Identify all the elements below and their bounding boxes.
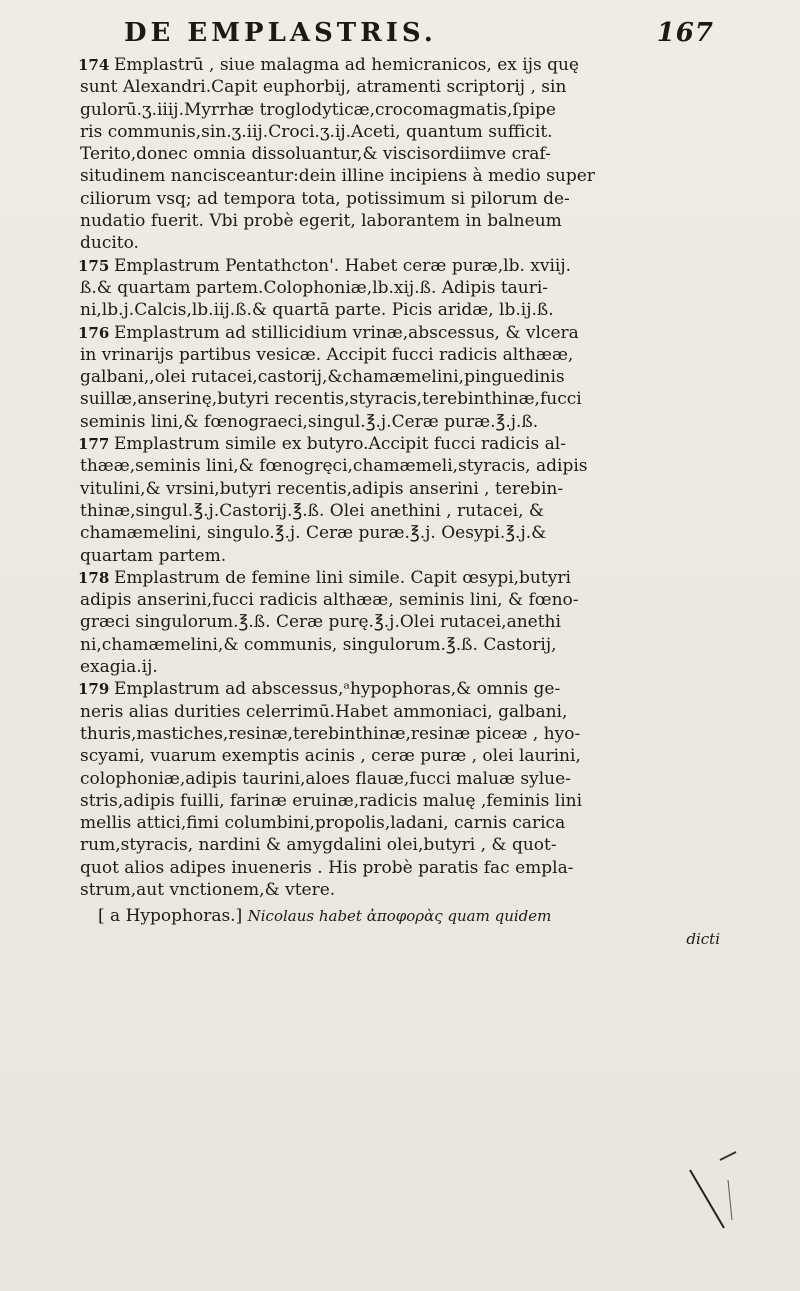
footnote-note: Nicolaus habet ἀποφορὰς quam quidem xyxy=(247,907,552,926)
text-line: Emplastrū , siue malagma ad hemicranicos, ex ijs quę xyxy=(114,55,579,75)
text-line: Terito,donec omnia dissoluantur,& viscisordiimve craf- xyxy=(80,144,551,165)
entry-176 xyxy=(80,322,730,433)
text-line: strum,aut vnctionem,& vtere. xyxy=(80,879,336,900)
text-line: Emplastrum ad stillicidium vrinæ,abscessus, & vlcera xyxy=(114,322,579,343)
footnote-note-end: dicti xyxy=(686,929,720,948)
text-line: quot alios adipes inueneris . His probè paratis fac empla- xyxy=(80,857,574,878)
entry-number: 174 xyxy=(78,56,110,74)
text-line: adipis anserini,fucci radicis althææ, seminis lini, & fœno- xyxy=(80,590,579,611)
text-line: græci singulorum.℥.ß. Ceræ purę.℥.j.Olei rutacei,anethi xyxy=(80,612,561,633)
entry-177 xyxy=(80,433,730,567)
ink-marks xyxy=(680,1150,740,1230)
text-line: Emplastrum Pentathcton'. Habet ceræ puræ,lb. xviij. xyxy=(114,255,572,276)
entry-179 xyxy=(80,678,730,901)
text-line: gulorū.ʒ.iiij.Myrrhæ troglodyticæ,crocomagmatis,ſpipe xyxy=(80,99,556,120)
text-line: ris communis,sin.ʒ.iij.Croci.ʒ.ij.Aceti, quantum sufficit. xyxy=(80,121,553,142)
footnote-marker: [ a xyxy=(98,906,121,927)
text-line: stris,adipis fuilli, farinæ eruinæ,radicis maluę ,feminis lini xyxy=(80,790,583,811)
header-title: DE EMPLASTRIS. xyxy=(124,18,437,48)
entry-175 xyxy=(80,255,730,322)
text-line: exagia.ij. xyxy=(80,657,158,678)
entry-number: 177 xyxy=(78,435,110,454)
text-line: chamæmelini, singulo.℥.j. Ceræ puræ.℥.j. Oesypi.℥.j.& xyxy=(80,523,547,544)
text-line: seminis lini,& fœnograeci,singul.℥.j.Ceræ puræ.℥.j.ß. xyxy=(80,411,539,432)
text-line: ß.& quartam partem.Colophoniæ,lb.xij.ß. Adipis tauri- xyxy=(80,277,549,298)
text-line: thææ,seminis lini,& fœnogręci,chamæmeli,styracis, adipis xyxy=(80,456,588,477)
entry-number: 175 xyxy=(78,256,110,275)
text-line: nudatio fuerit. Vbi probè egerit, laborantem in balneum xyxy=(80,211,562,232)
running-header xyxy=(124,18,714,54)
text-line: scyami, vuarum exemptis acinis , ceræ puræ , olei laurini, xyxy=(80,746,581,767)
text-line: neris alias durities celerrimū.Habet ammoniaci, galbani, xyxy=(80,701,568,722)
entry-178 xyxy=(80,567,730,678)
text-line: in vrinarijs partibus vesicæ. Accipit fucci radicis althææ, xyxy=(80,344,574,365)
text-line: ni,lb.j.Calcis,lb.iij.ß.& quartā parte. Picis aridæ, lb.ij.ß. xyxy=(80,300,554,321)
text-line: galbani,,olei rutacei,castorij,&chamæmelini,pinguedinis xyxy=(80,367,565,388)
text-line: Emplastrum simile ex butyro.Accipit fucci radicis al- xyxy=(114,434,566,455)
text-line: vitulini,& vrsini,butyri recentis,adipis anserini , terebin- xyxy=(80,478,564,499)
text-line: Emplastrum ad abscessus,ᵃhypophoras,& omnis ge- xyxy=(114,679,561,700)
text-line: mellis attici,fimi columbini,propolis,ladani, carnis carica xyxy=(80,813,566,834)
text-line: ducito. xyxy=(80,233,139,254)
entry-number: 178 xyxy=(78,568,110,587)
text-line: suillæ,anserinę,butyri recentis,styracis,terebinthinæ,fucci xyxy=(80,389,582,410)
text-line: rum,styracis, nardini & amygdalini olei,butyri , & quot- xyxy=(80,835,557,856)
text-line: ni,chamæmelini,& communis, singulorum.℥.ß. Castorij, xyxy=(80,634,557,655)
text-line: colophoniæ,adipis taurini,aloes flauæ,fucci maluæ sylue- xyxy=(80,768,571,789)
text-line: sunt Alexandri.Capit euphorbij, atramenti scriptorij , sin xyxy=(80,77,567,98)
text-line: quartam partem. xyxy=(80,545,227,566)
footnote-lemma: Hypophoras.] xyxy=(125,906,243,927)
footnote xyxy=(80,905,730,950)
text-line: Emplastrum de femine lini simile. Capit œsypi,butyri xyxy=(114,567,571,588)
text-line: situdinem nancisceantur:dein illine incipiens à medio super xyxy=(80,166,595,187)
entry-number: 176 xyxy=(78,323,110,342)
page-number: 167 xyxy=(656,18,714,48)
entry-number: 179 xyxy=(78,680,110,699)
entry-174 xyxy=(80,54,730,255)
text-line: thuris,mastiches,resinæ,terebinthinæ,resinæ piceæ , hyo- xyxy=(80,723,581,744)
text-line: ciliorum vsq; ad tempora tota, potissimum si pilorum de- xyxy=(80,188,570,209)
text-line: thinæ,singul.℥.j.Castorij.℥.ß. Olei anethini , rutacei, & xyxy=(80,500,545,521)
text-body xyxy=(80,54,730,950)
